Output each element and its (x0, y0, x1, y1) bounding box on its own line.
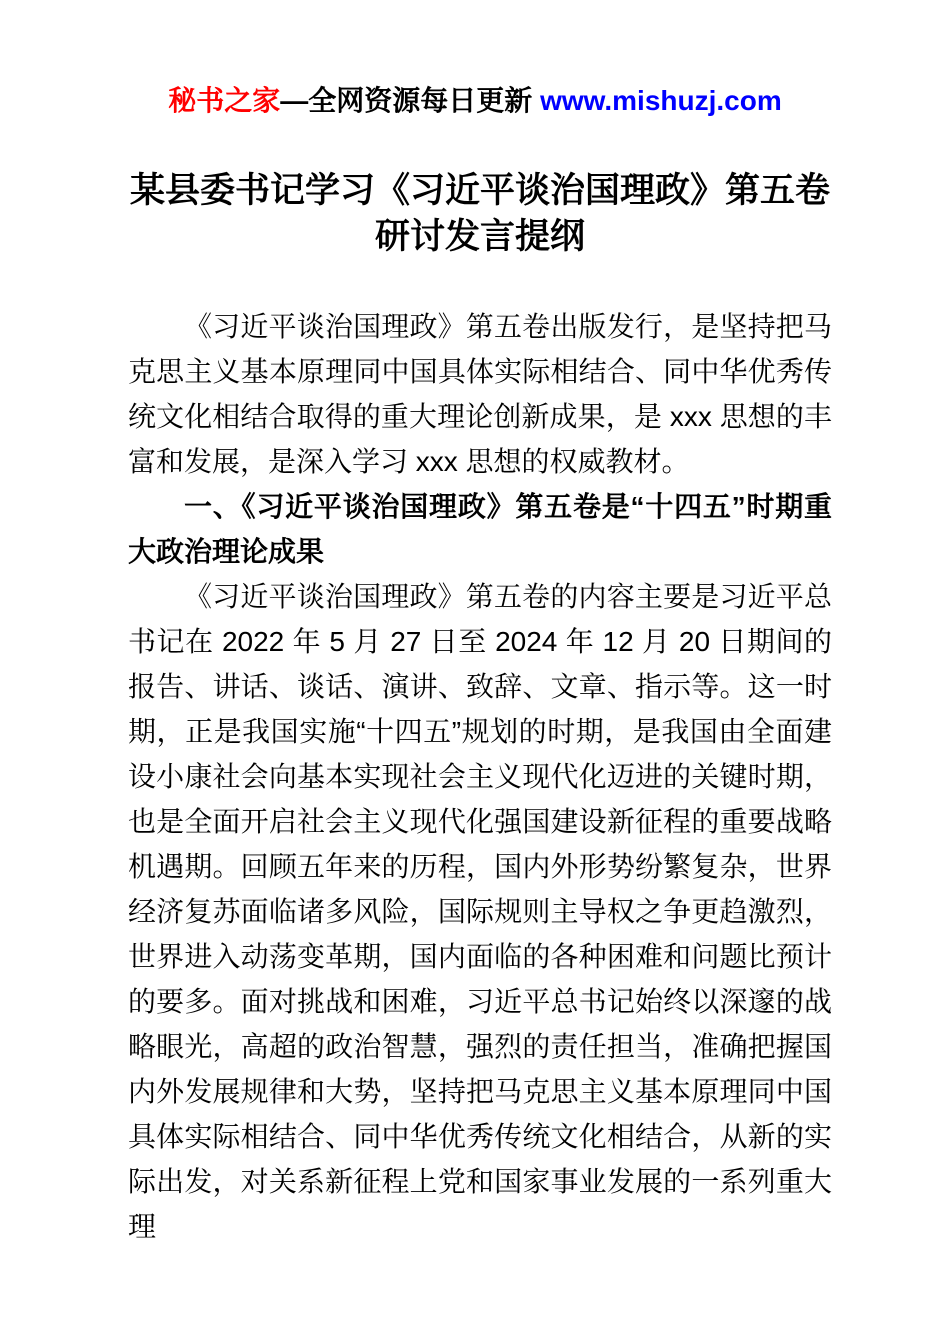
site-tagline: —全网资源每日更新 (280, 85, 541, 116)
document-body (128, 304, 832, 1249)
site-url-link[interactable]: www.mishuzj.com (540, 85, 782, 116)
site-header (0, 84, 950, 118)
page-title: 某县委书记学习《习近平谈治国理政》第五卷研讨发言提纲 (129, 171, 830, 256)
paragraph-section-1-body: 《习近平谈治国理政》第五卷的内容主要是习近平总书记在 2022 年 5 月 27 日至 2024 年 12 月 20 日期间的报告、讲话、谈话、演讲、致辞、文章、指示等。这一时期，正是我国实施“十四五”规划的时期，是我国由全面建设小康社会向基本实现社会主义现代化迈进的关键时期，也是全面开启社会主义现代化强国建设新征程的重要战略机遇期。回顾五年来的历程，国内外形势纷繁复杂，世界经济复苏面临诸多风险，国际规则主导权之争更趋激烈，世界进入动荡变革期，国内面临的各种困难和问题比预计的要多。面对挑战和困难，习近平总书记始终以深邃的战略眼光，高超的政治智慧，强烈的责任担当，准确把握国内外发展规律和大势，坚持把马克思主义基本原理同中国具体实际相结合、同中华优秀传统文化相结合，从新的实际出发，对关系新征程上党和国家事业发展的一系列重大理 (128, 581, 832, 1242)
paragraph-intro: 《习近平谈治国理政》第五卷出版发行，是坚持把马克思主义基本原理同中国具体实际相结合、同中华优秀传统文化相结合取得的重大理论创新成果，是 xxx 思想的丰富和发展，是深入学习 xxx 思想的权威教材。 (128, 311, 832, 477)
section-heading-1: 一、《习近平谈治国理政》第五卷是“十四五”时期重大政治理论成果 (128, 491, 832, 567)
site-brand: 秘书之家 (168, 85, 281, 116)
